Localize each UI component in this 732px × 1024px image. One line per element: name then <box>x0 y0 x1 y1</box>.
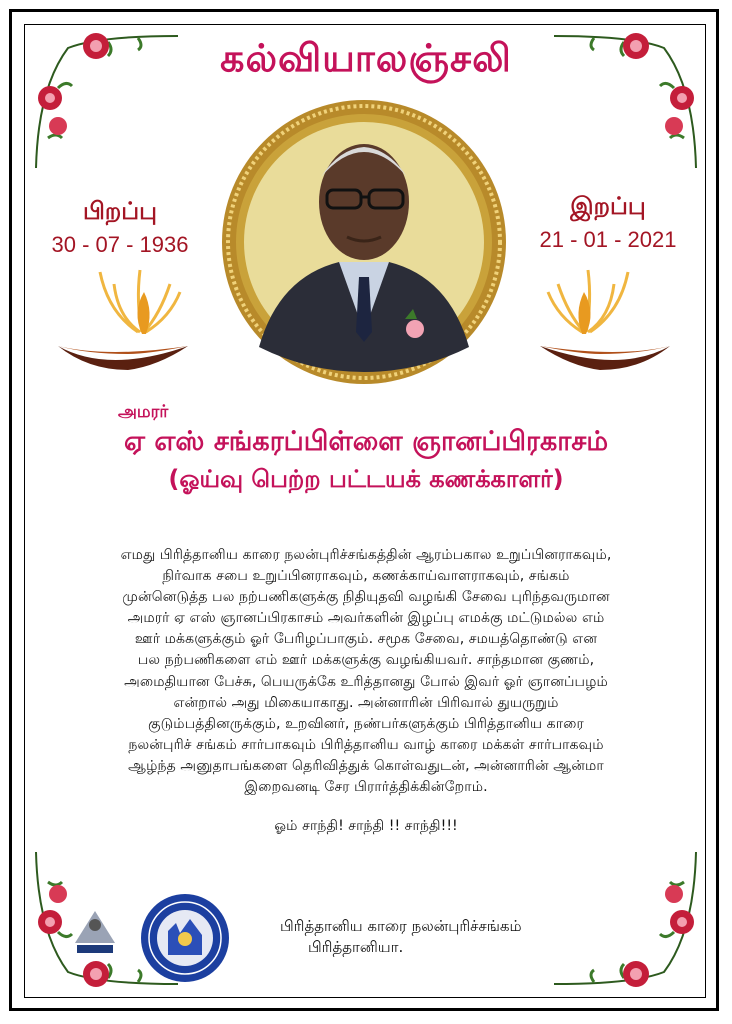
deceased-role: (ஓய்வு பெற்ற பட்டயக் கணக்காளர்) <box>168 465 564 493</box>
rose-corner-bottom-right-icon <box>544 842 704 992</box>
portrait-photo <box>219 97 509 387</box>
tribute-text <box>62 545 670 798</box>
kalai-logo-icon <box>65 903 125 958</box>
oil-lamp-left-icon <box>48 262 198 382</box>
death-label: இறப்பு <box>570 192 646 220</box>
tribute-line: நலன்புரிச் சங்கம் சார்பாகவும் பிரித்தானிய வாழ் காரை மக்கள் சார்பாகவும் <box>128 736 604 753</box>
deceased-name: ஏ எஸ் சங்கரப்பிள்ளை ஞானப்பிரகாசம் <box>123 426 609 457</box>
tribute-line: ஊர் மக்களுக்கும் ஓர் பேரிழப்பாகும். சமூக சேவை, சமயத்தொண்டு என <box>134 631 598 648</box>
tribute-line: முன்னெடுத்த பல நற்பணிகளுக்கு நிதியுதவி வழங்கி சேவை புரிந்தவருமான <box>122 589 610 606</box>
oil-lamp-right-icon <box>530 262 680 382</box>
society-logo-icon <box>140 893 230 983</box>
tribute-line: குடும்பத்தினருக்கும், உறவினர், நண்பர்களுக்கும் பிரித்தானிய காரை <box>148 715 584 732</box>
tribute-line: அமைதியான பேச்சு, பெயருக்கே உரித்தானது போல் இவர் ஓர் ஞானப்பழம் <box>124 673 608 690</box>
tribute-line: அமரர் ஏ எஸ் ஞானப்பிரகாசம் அவர்களின் இழப்பு எமக்கு மட்டுமல்ல எம் <box>127 610 605 627</box>
birth-label: பிறப்பு <box>83 197 157 225</box>
tribute-line: எமது பிரித்தானிய காரை நலன்புரிச்சங்கத்தின் ஆரம்பகால உறுப்பினராகவும், <box>120 547 612 563</box>
birth-date: 30 - 07 - 1936 <box>51 232 189 257</box>
tribute-line: பல நற்பணிகளை எம் ஊர் மக்களுக்கு வழங்கியவர். சாந்தமான குணம், <box>137 652 595 669</box>
org-name: பிரித்தானிய காரை நலன்புரிச்சங்கம் <box>280 917 522 935</box>
birth-block <box>40 197 200 258</box>
tribute-line: இறைவனடி சேர பிரார்த்திக்கின்றோம். <box>244 779 488 796</box>
org-country: பிரித்தானியா. <box>308 938 404 956</box>
death-date: 21 - 01 - 2021 <box>539 227 677 252</box>
tribute-line: நிர்வாக சபை உறுப்பினராகவும், கணக்காய்வாளராகவும், சங்கம் <box>162 568 570 585</box>
tribute-line: ஆழ்ந்த அனுதாபங்களை தெரிவித்துக் கொள்வதுடன், அன்னாரின் ஆன்மா <box>128 757 604 774</box>
death-block <box>528 192 688 253</box>
shanti-line: ஓம் சாந்தி! சாந்தி !! சாந்தி!!! <box>274 818 458 834</box>
honorific: அமரர் <box>118 402 169 422</box>
tribute-line: என்றால் அது மிகையாகாது. அன்னாரின் பிரிவால் துயருறும் <box>173 694 559 711</box>
page-title: கல்வியாலஞ்சலி <box>220 36 512 80</box>
